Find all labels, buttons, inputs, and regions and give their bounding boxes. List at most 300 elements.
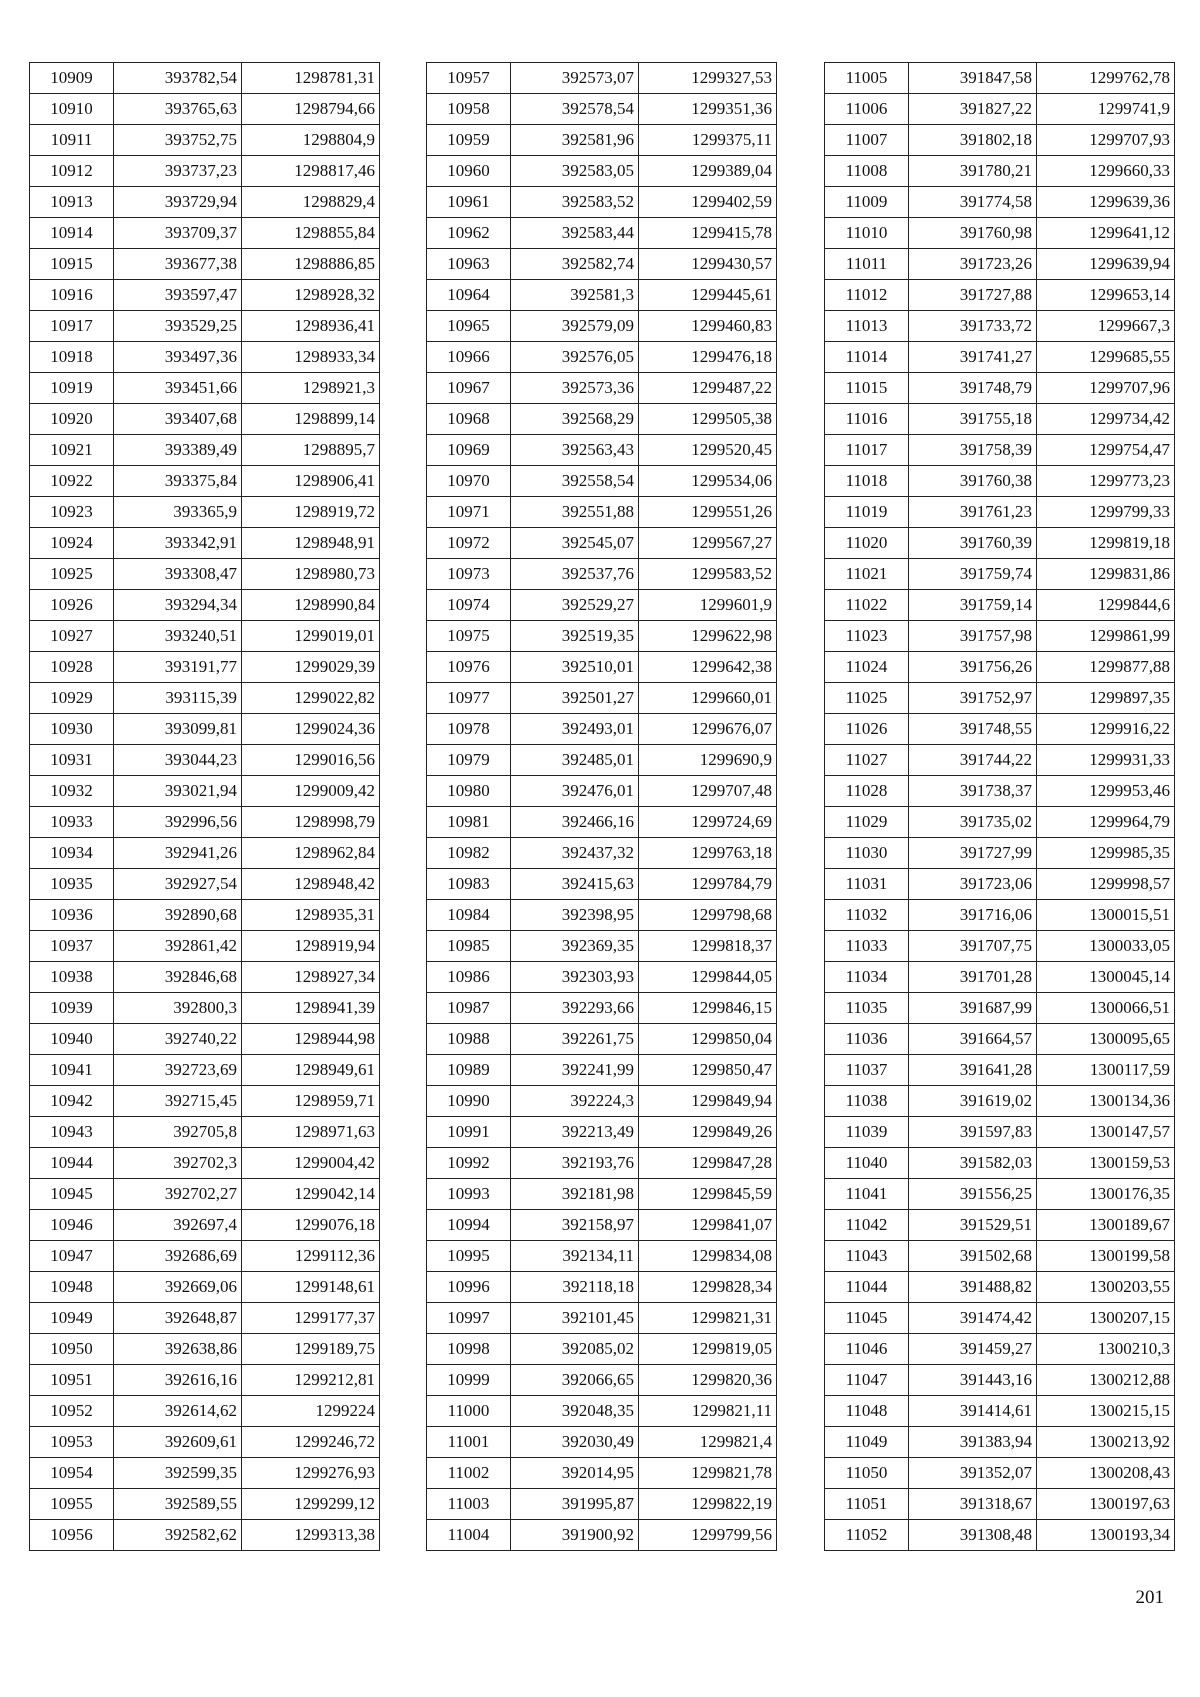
y-coordinate-cell: 1300033,05 — [1037, 931, 1175, 962]
y-coordinate-cell: 1299460,83 — [639, 311, 777, 342]
point-number-cell: 10921 — [30, 435, 114, 466]
y-coordinate-cell: 1299389,04 — [639, 156, 777, 187]
x-coordinate-cell: 391664,57 — [909, 1024, 1037, 1055]
table-row — [30, 466, 380, 497]
point-number-cell: 10943 — [30, 1117, 114, 1148]
y-coordinate-cell: 1299707,93 — [1037, 125, 1175, 156]
x-coordinate-cell: 393294,34 — [114, 590, 242, 621]
y-coordinate-cell: 1299849,94 — [639, 1086, 777, 1117]
table-row — [427, 993, 777, 1024]
y-coordinate-cell: 1299819,05 — [639, 1334, 777, 1365]
x-coordinate-cell: 393342,91 — [114, 528, 242, 559]
point-number-cell: 11010 — [825, 218, 909, 249]
table-row — [825, 621, 1175, 652]
table-row — [30, 404, 380, 435]
table-row — [427, 590, 777, 621]
y-coordinate-cell: 1299724,69 — [639, 807, 777, 838]
x-coordinate-cell: 391318,67 — [909, 1489, 1037, 1520]
table-row — [825, 1520, 1175, 1551]
y-coordinate-cell: 1299313,38 — [242, 1520, 380, 1551]
table-row — [30, 373, 380, 404]
y-coordinate-cell: 1299642,38 — [639, 652, 777, 683]
y-coordinate-cell: 1299583,52 — [639, 559, 777, 590]
x-coordinate-cell: 393375,84 — [114, 466, 242, 497]
point-number-cell: 10940 — [30, 1024, 114, 1055]
x-coordinate-cell: 391352,07 — [909, 1458, 1037, 1489]
table-row — [30, 962, 380, 993]
y-coordinate-cell: 1299985,35 — [1037, 838, 1175, 869]
x-coordinate-cell: 392996,56 — [114, 807, 242, 838]
x-coordinate-cell: 391556,25 — [909, 1179, 1037, 1210]
point-number-cell: 10985 — [427, 931, 511, 962]
point-number-cell: 10993 — [427, 1179, 511, 1210]
point-number-cell: 10935 — [30, 869, 114, 900]
table-row — [825, 869, 1175, 900]
point-number-cell: 11044 — [825, 1272, 909, 1303]
x-coordinate-cell: 392101,45 — [511, 1303, 639, 1334]
point-number-cell: 10972 — [427, 528, 511, 559]
table-row — [427, 435, 777, 466]
table-row — [30, 125, 380, 156]
y-coordinate-cell: 1299916,22 — [1037, 714, 1175, 745]
y-coordinate-cell: 1299487,22 — [639, 373, 777, 404]
x-coordinate-cell: 391802,18 — [909, 125, 1037, 156]
table-row — [427, 404, 777, 435]
y-coordinate-cell: 1299784,79 — [639, 869, 777, 900]
x-coordinate-cell: 391752,97 — [909, 683, 1037, 714]
x-coordinate-cell: 392583,05 — [511, 156, 639, 187]
point-number-cell: 11026 — [825, 714, 909, 745]
y-coordinate-cell: 1298998,79 — [242, 807, 380, 838]
x-coordinate-cell: 392578,54 — [511, 94, 639, 125]
point-number-cell: 10998 — [427, 1334, 511, 1365]
table-row — [427, 931, 777, 962]
table-row — [825, 931, 1175, 962]
table-row — [825, 745, 1175, 776]
x-coordinate-cell: 393389,49 — [114, 435, 242, 466]
x-coordinate-cell: 393497,36 — [114, 342, 242, 373]
y-coordinate-cell: 1300045,14 — [1037, 962, 1175, 993]
y-coordinate-cell: 1299850,04 — [639, 1024, 777, 1055]
x-coordinate-cell: 392861,42 — [114, 931, 242, 962]
x-coordinate-cell: 391744,22 — [909, 745, 1037, 776]
x-coordinate-cell: 392293,66 — [511, 993, 639, 1024]
x-coordinate-cell: 392437,32 — [511, 838, 639, 869]
table-row — [825, 1241, 1175, 1272]
point-number-cell: 11038 — [825, 1086, 909, 1117]
y-coordinate-cell: 1299931,33 — [1037, 745, 1175, 776]
table-row — [825, 1210, 1175, 1241]
x-coordinate-cell: 393752,75 — [114, 125, 242, 156]
x-coordinate-cell: 392583,52 — [511, 187, 639, 218]
table-row — [427, 1458, 777, 1489]
y-coordinate-cell: 1298906,41 — [242, 466, 380, 497]
point-number-cell: 11035 — [825, 993, 909, 1024]
x-coordinate-cell: 391502,68 — [909, 1241, 1037, 1272]
x-coordinate-cell: 392581,3 — [511, 280, 639, 311]
x-coordinate-cell: 392415,63 — [511, 869, 639, 900]
table-row — [427, 63, 777, 94]
table-row — [825, 1272, 1175, 1303]
table-row — [825, 125, 1175, 156]
point-number-cell: 10963 — [427, 249, 511, 280]
table-row — [427, 218, 777, 249]
table-row — [427, 497, 777, 528]
point-number-cell: 11033 — [825, 931, 909, 962]
y-coordinate-cell: 1299707,96 — [1037, 373, 1175, 404]
point-number-cell: 10966 — [427, 342, 511, 373]
x-coordinate-cell: 392476,01 — [511, 776, 639, 807]
point-number-cell: 11000 — [427, 1396, 511, 1427]
y-coordinate-cell: 1300212,88 — [1037, 1365, 1175, 1396]
point-number-cell: 10996 — [427, 1272, 511, 1303]
y-coordinate-cell: 1299402,59 — [639, 187, 777, 218]
x-coordinate-cell: 391748,55 — [909, 714, 1037, 745]
table-row — [427, 900, 777, 931]
table-row — [825, 1427, 1175, 1458]
x-coordinate-cell: 391759,74 — [909, 559, 1037, 590]
x-coordinate-cell: 391774,58 — [909, 187, 1037, 218]
table-row — [427, 807, 777, 838]
x-coordinate-cell: 392669,06 — [114, 1272, 242, 1303]
coordinate-table-1 — [29, 62, 380, 1551]
x-coordinate-cell: 391735,02 — [909, 807, 1037, 838]
table-row — [427, 125, 777, 156]
y-coordinate-cell: 1300208,43 — [1037, 1458, 1175, 1489]
y-coordinate-cell: 1299819,18 — [1037, 528, 1175, 559]
x-coordinate-cell: 391383,94 — [909, 1427, 1037, 1458]
y-coordinate-cell: 1299821,31 — [639, 1303, 777, 1334]
point-number-cell: 10927 — [30, 621, 114, 652]
point-number-cell: 10952 — [30, 1396, 114, 1427]
y-coordinate-cell: 1299773,23 — [1037, 466, 1175, 497]
point-number-cell: 11004 — [427, 1520, 511, 1551]
table-row — [30, 1520, 380, 1551]
table-row — [427, 1117, 777, 1148]
point-number-cell: 10926 — [30, 590, 114, 621]
point-number-cell: 10992 — [427, 1148, 511, 1179]
y-coordinate-cell: 1299029,39 — [242, 652, 380, 683]
y-coordinate-cell: 1299189,75 — [242, 1334, 380, 1365]
table-row — [427, 1334, 777, 1365]
table-row — [427, 683, 777, 714]
table-row — [30, 590, 380, 621]
x-coordinate-cell: 392213,49 — [511, 1117, 639, 1148]
y-coordinate-cell: 1299821,11 — [639, 1396, 777, 1427]
x-coordinate-cell: 393044,23 — [114, 745, 242, 776]
x-coordinate-cell: 392705,8 — [114, 1117, 242, 1148]
y-coordinate-cell: 1298919,94 — [242, 931, 380, 962]
x-coordinate-cell: 392614,62 — [114, 1396, 242, 1427]
point-number-cell: 10978 — [427, 714, 511, 745]
x-coordinate-cell: 392573,36 — [511, 373, 639, 404]
x-coordinate-cell: 392224,3 — [511, 1086, 639, 1117]
x-coordinate-cell: 392510,01 — [511, 652, 639, 683]
y-coordinate-cell: 1299849,26 — [639, 1117, 777, 1148]
table-row — [30, 652, 380, 683]
table-row — [825, 1458, 1175, 1489]
x-coordinate-cell: 392648,87 — [114, 1303, 242, 1334]
table-row — [427, 559, 777, 590]
y-coordinate-cell: 1299375,11 — [639, 125, 777, 156]
table-row — [30, 1024, 380, 1055]
x-coordinate-cell: 391529,51 — [909, 1210, 1037, 1241]
y-coordinate-cell: 1298980,73 — [242, 559, 380, 590]
table-row — [30, 621, 380, 652]
x-coordinate-cell: 392501,27 — [511, 683, 639, 714]
point-number-cell: 11048 — [825, 1396, 909, 1427]
y-coordinate-cell: 1299019,01 — [242, 621, 380, 652]
y-coordinate-cell: 1298936,41 — [242, 311, 380, 342]
x-coordinate-cell: 391687,99 — [909, 993, 1037, 1024]
point-number-cell: 10937 — [30, 931, 114, 962]
y-coordinate-cell: 1299641,12 — [1037, 218, 1175, 249]
y-coordinate-cell: 1300147,57 — [1037, 1117, 1175, 1148]
y-coordinate-cell: 1299534,06 — [639, 466, 777, 497]
x-coordinate-cell: 392014,95 — [511, 1458, 639, 1489]
x-coordinate-cell: 393729,94 — [114, 187, 242, 218]
table-row — [825, 838, 1175, 869]
y-coordinate-cell: 1299177,37 — [242, 1303, 380, 1334]
x-coordinate-cell: 392241,99 — [511, 1055, 639, 1086]
x-coordinate-cell: 392398,95 — [511, 900, 639, 931]
table-row — [30, 838, 380, 869]
x-coordinate-cell: 392740,22 — [114, 1024, 242, 1055]
x-coordinate-cell: 392181,98 — [511, 1179, 639, 1210]
y-coordinate-cell: 1299850,47 — [639, 1055, 777, 1086]
point-number-cell: 11052 — [825, 1520, 909, 1551]
point-number-cell: 10956 — [30, 1520, 114, 1551]
x-coordinate-cell: 393709,37 — [114, 218, 242, 249]
y-coordinate-cell: 1300193,34 — [1037, 1520, 1175, 1551]
point-number-cell: 11047 — [825, 1365, 909, 1396]
x-coordinate-cell: 392581,96 — [511, 125, 639, 156]
x-coordinate-cell: 391723,06 — [909, 869, 1037, 900]
point-number-cell: 10964 — [427, 280, 511, 311]
table-row — [427, 1272, 777, 1303]
table-row — [427, 776, 777, 807]
table-row — [825, 187, 1175, 218]
table-row — [427, 838, 777, 869]
table-row — [30, 1396, 380, 1427]
y-coordinate-cell: 1298895,7 — [242, 435, 380, 466]
y-coordinate-cell: 1299821,4 — [639, 1427, 777, 1458]
point-number-cell: 10954 — [30, 1458, 114, 1489]
x-coordinate-cell: 392576,05 — [511, 342, 639, 373]
y-coordinate-cell: 1299667,3 — [1037, 311, 1175, 342]
point-number-cell: 10930 — [30, 714, 114, 745]
table-row — [825, 1489, 1175, 1520]
y-coordinate-cell: 1299834,08 — [639, 1241, 777, 1272]
table-row — [30, 900, 380, 931]
table-row — [427, 1520, 777, 1551]
point-number-cell: 10923 — [30, 497, 114, 528]
y-coordinate-cell: 1298927,34 — [242, 962, 380, 993]
point-number-cell: 10936 — [30, 900, 114, 931]
y-coordinate-cell: 1299845,59 — [639, 1179, 777, 1210]
point-number-cell: 11027 — [825, 745, 909, 776]
table-row — [825, 776, 1175, 807]
y-coordinate-cell: 1299212,81 — [242, 1365, 380, 1396]
table-row — [30, 745, 380, 776]
y-coordinate-cell: 1299763,18 — [639, 838, 777, 869]
point-number-cell: 10932 — [30, 776, 114, 807]
y-coordinate-cell: 1299004,42 — [242, 1148, 380, 1179]
y-coordinate-cell: 1298886,85 — [242, 249, 380, 280]
point-number-cell: 11022 — [825, 590, 909, 621]
y-coordinate-cell: 1298962,84 — [242, 838, 380, 869]
x-coordinate-cell: 393407,68 — [114, 404, 242, 435]
y-coordinate-cell: 1300210,3 — [1037, 1334, 1175, 1365]
point-number-cell: 10976 — [427, 652, 511, 683]
table-row — [30, 1241, 380, 1272]
x-coordinate-cell: 391474,42 — [909, 1303, 1037, 1334]
table-row — [427, 156, 777, 187]
y-coordinate-cell: 1298944,98 — [242, 1024, 380, 1055]
table-row — [427, 1427, 777, 1458]
x-coordinate-cell: 391755,18 — [909, 404, 1037, 435]
point-number-cell: 10910 — [30, 94, 114, 125]
y-coordinate-cell: 1298933,34 — [242, 342, 380, 373]
table-row — [427, 1396, 777, 1427]
x-coordinate-cell: 393099,81 — [114, 714, 242, 745]
x-coordinate-cell: 393021,94 — [114, 776, 242, 807]
point-number-cell: 10962 — [427, 218, 511, 249]
x-coordinate-cell: 391733,72 — [909, 311, 1037, 342]
x-coordinate-cell: 391748,79 — [909, 373, 1037, 404]
table-row — [825, 1303, 1175, 1334]
y-coordinate-cell: 1299822,19 — [639, 1489, 777, 1520]
x-coordinate-cell: 391827,22 — [909, 94, 1037, 125]
x-coordinate-cell: 392941,26 — [114, 838, 242, 869]
point-number-cell: 10931 — [30, 745, 114, 776]
point-number-cell: 11028 — [825, 776, 909, 807]
table-row — [825, 156, 1175, 187]
point-number-cell: 11039 — [825, 1117, 909, 1148]
x-coordinate-cell: 392551,88 — [511, 497, 639, 528]
x-coordinate-cell: 392466,16 — [511, 807, 639, 838]
table-row — [427, 652, 777, 683]
x-coordinate-cell: 392638,86 — [114, 1334, 242, 1365]
table-row — [427, 249, 777, 280]
table-row — [30, 311, 380, 342]
y-coordinate-cell: 1299653,14 — [1037, 280, 1175, 311]
table-row — [427, 1148, 777, 1179]
point-number-cell: 11021 — [825, 559, 909, 590]
x-coordinate-cell: 392723,69 — [114, 1055, 242, 1086]
point-number-cell: 10919 — [30, 373, 114, 404]
x-coordinate-cell: 392493,01 — [511, 714, 639, 745]
table-row — [427, 466, 777, 497]
table-row — [30, 1055, 380, 1086]
point-number-cell: 11014 — [825, 342, 909, 373]
point-number-cell: 11029 — [825, 807, 909, 838]
table-row — [825, 311, 1175, 342]
x-coordinate-cell: 391758,39 — [909, 435, 1037, 466]
table-row — [825, 652, 1175, 683]
point-number-cell: 11012 — [825, 280, 909, 311]
table-row — [30, 1179, 380, 1210]
point-number-cell: 10942 — [30, 1086, 114, 1117]
y-coordinate-cell: 1300213,92 — [1037, 1427, 1175, 1458]
point-number-cell: 11034 — [825, 962, 909, 993]
x-coordinate-cell: 392048,35 — [511, 1396, 639, 1427]
point-number-cell: 11030 — [825, 838, 909, 869]
point-number-cell: 11051 — [825, 1489, 909, 1520]
table-row — [30, 1086, 380, 1117]
table-row — [427, 1024, 777, 1055]
y-coordinate-cell: 1298971,63 — [242, 1117, 380, 1148]
point-number-cell: 10938 — [30, 962, 114, 993]
table-row — [825, 435, 1175, 466]
y-coordinate-cell: 1299622,98 — [639, 621, 777, 652]
table-row — [825, 342, 1175, 373]
x-coordinate-cell: 392697,4 — [114, 1210, 242, 1241]
point-number-cell: 10980 — [427, 776, 511, 807]
table-row — [30, 1489, 380, 1520]
x-coordinate-cell: 393765,63 — [114, 94, 242, 125]
point-number-cell: 10973 — [427, 559, 511, 590]
point-number-cell: 10934 — [30, 838, 114, 869]
table-row — [427, 869, 777, 900]
point-number-cell: 10918 — [30, 342, 114, 373]
x-coordinate-cell: 391597,83 — [909, 1117, 1037, 1148]
x-coordinate-cell: 392715,45 — [114, 1086, 242, 1117]
table-row — [427, 1241, 777, 1272]
point-number-cell: 11042 — [825, 1210, 909, 1241]
table-row — [427, 311, 777, 342]
y-coordinate-cell: 1299520,45 — [639, 435, 777, 466]
x-coordinate-cell: 393191,77 — [114, 652, 242, 683]
x-coordinate-cell: 393115,39 — [114, 683, 242, 714]
y-coordinate-cell: 1298829,4 — [242, 187, 380, 218]
table-row — [30, 559, 380, 590]
y-coordinate-cell: 1298935,31 — [242, 900, 380, 931]
table-row — [427, 962, 777, 993]
y-coordinate-cell: 1299818,37 — [639, 931, 777, 962]
point-number-cell: 10929 — [30, 683, 114, 714]
x-coordinate-cell: 391414,61 — [909, 1396, 1037, 1427]
point-number-cell: 10944 — [30, 1148, 114, 1179]
point-number-cell: 10945 — [30, 1179, 114, 1210]
point-number-cell: 10991 — [427, 1117, 511, 1148]
x-coordinate-cell: 392686,69 — [114, 1241, 242, 1272]
y-coordinate-cell: 1299762,78 — [1037, 63, 1175, 94]
table-row — [825, 373, 1175, 404]
table-row — [30, 249, 380, 280]
point-number-cell: 10983 — [427, 869, 511, 900]
x-coordinate-cell: 392702,27 — [114, 1179, 242, 1210]
point-number-cell: 10994 — [427, 1210, 511, 1241]
table-row — [825, 993, 1175, 1024]
table-row — [825, 1086, 1175, 1117]
table-row — [30, 497, 380, 528]
y-coordinate-cell: 1300197,63 — [1037, 1489, 1175, 1520]
point-number-cell: 11013 — [825, 311, 909, 342]
table-row — [825, 1024, 1175, 1055]
table-row — [825, 249, 1175, 280]
y-coordinate-cell: 1300215,15 — [1037, 1396, 1175, 1427]
y-coordinate-cell: 1299897,35 — [1037, 683, 1175, 714]
y-coordinate-cell: 1300134,36 — [1037, 1086, 1175, 1117]
point-number-cell: 10922 — [30, 466, 114, 497]
point-number-cell: 11050 — [825, 1458, 909, 1489]
table-row — [30, 714, 380, 745]
y-coordinate-cell: 1298948,42 — [242, 869, 380, 900]
x-coordinate-cell: 391443,16 — [909, 1365, 1037, 1396]
y-coordinate-cell: 1299685,55 — [1037, 342, 1175, 373]
point-number-cell: 10913 — [30, 187, 114, 218]
